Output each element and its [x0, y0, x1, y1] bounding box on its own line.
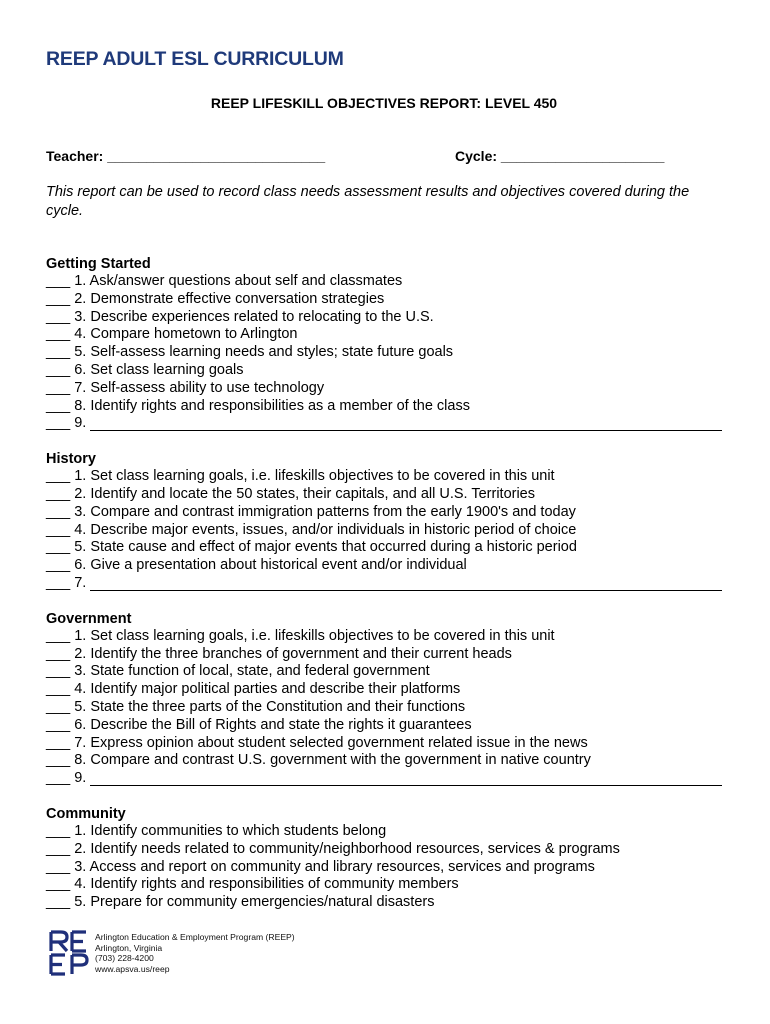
write-in-line[interactable] [90, 576, 722, 591]
objective-item[interactable] [46, 344, 722, 362]
checkoff-blank[interactable]: ___ [46, 858, 75, 875]
objective-text: 5. Prepare for community emergencies/natural disasters [74, 894, 435, 911]
section-community [46, 805, 722, 912]
blank-objective-item[interactable] [46, 415, 722, 433]
write-in-line[interactable] [90, 416, 722, 431]
section-government [46, 610, 722, 788]
section-title: History [46, 451, 96, 468]
objectives-sections [46, 255, 722, 929]
objective-item[interactable] [46, 681, 722, 699]
footer-website[interactable]: www.apsva.us/reep [95, 963, 170, 974]
checkoff-blank[interactable]: ___ [46, 734, 75, 751]
checkoff-blank[interactable]: ___ [46, 468, 75, 485]
checkoff-blank[interactable]: ___ [46, 574, 75, 591]
teacher-field[interactable]: Teacher: ____________________________ [46, 148, 326, 164]
checkoff-blank[interactable]: ___ [46, 539, 75, 556]
objective-text: 5. Self-assess learning needs and styles; state future goals [74, 344, 454, 361]
objective-text: 1. Set class learning goals, i.e. lifeskills objectives to be covered in this unit [74, 627, 555, 644]
objective-item[interactable] [46, 539, 722, 557]
report-subtitle: REEP LIFESKILL OBJECTIVES REPORT: LEVEL 450 [210, 95, 558, 111]
objective-text: 5. State the three parts of the Constitution and their functions [74, 698, 466, 715]
objective-item[interactable] [46, 735, 722, 753]
checkoff-blank[interactable]: ___ [46, 840, 75, 857]
checkoff-blank[interactable]: ___ [46, 326, 75, 343]
objective-item[interactable] [46, 717, 722, 735]
write-in-line[interactable] [90, 771, 722, 786]
blank-item-number: 9. [74, 415, 87, 432]
objective-text: 8. Identify rights and responsibilities as a member of the class [74, 397, 470, 414]
checkoff-blank[interactable]: ___ [46, 361, 75, 378]
objective-item[interactable] [46, 362, 722, 380]
objective-text: 1. Ask/answer questions about self and classmates [74, 273, 403, 289]
checkoff-blank[interactable]: ___ [46, 752, 75, 769]
footer-phone: (703) 228-4200 [95, 953, 154, 964]
objective-text: 7. Express opinion about student selected government related issue in the news [74, 734, 588, 751]
objective-item[interactable] [46, 309, 722, 327]
intro-text: This report can be used to record class needs assessment results and objectives covered during the cycle. [46, 184, 690, 219]
objective-item[interactable] [46, 486, 722, 504]
objective-item[interactable] [46, 291, 722, 309]
objective-text: 8. Compare and contrast U.S. government with the government in native country [74, 752, 591, 769]
objective-item[interactable] [46, 859, 722, 877]
objective-text: 3. Compare and contrast immigration patterns from the early 1900's and today [74, 503, 576, 520]
checkoff-blank[interactable]: ___ [46, 415, 75, 432]
checkoff-blank[interactable]: ___ [46, 503, 75, 520]
objective-item[interactable] [46, 663, 722, 681]
objective-text: 1. Set class learning goals, i.e. lifeskills objectives to be covered in this unit [74, 468, 555, 485]
objective-item[interactable] [46, 646, 722, 664]
objective-text: 3. State function of local, state, and federal government [74, 663, 430, 680]
objective-item[interactable] [46, 699, 722, 717]
checkoff-blank[interactable]: ___ [46, 485, 75, 502]
objective-item[interactable] [46, 752, 722, 770]
objective-text: 1. Identify communities to which students belong [74, 822, 387, 839]
blank-item-number: 9. [74, 770, 87, 787]
objective-item[interactable] [46, 876, 722, 894]
objective-item[interactable] [46, 504, 722, 522]
blank-objective-item[interactable] [46, 575, 722, 593]
footer-contact [95, 932, 295, 974]
checkoff-blank[interactable]: ___ [46, 344, 75, 361]
section-history [46, 450, 722, 593]
objective-item[interactable] [46, 628, 722, 646]
checkoff-blank[interactable]: ___ [46, 876, 75, 893]
objective-item[interactable] [46, 398, 722, 416]
footer-org: Arlington Education & Employment Program (REEP) [95, 932, 295, 942]
objective-text: 3. Access and report on community and library resources, services and programs [74, 858, 595, 875]
objective-text: 6. Set class learning goals [74, 361, 244, 378]
checkoff-blank[interactable]: ___ [46, 770, 75, 787]
checkoff-blank[interactable]: ___ [46, 681, 75, 698]
objective-item[interactable] [46, 326, 722, 344]
reep-logo [48, 930, 90, 976]
objective-item[interactable] [46, 468, 722, 486]
checkoff-blank[interactable]: ___ [46, 663, 75, 680]
checkoff-blank[interactable]: ___ [46, 308, 75, 325]
objective-text: 2. Identify needs related to community/neighborhood resources, services & programs [74, 840, 620, 857]
objective-text: 7. Self-assess ability to use technology [74, 379, 325, 396]
checkoff-blank[interactable]: ___ [46, 273, 75, 289]
checkoff-blank[interactable]: ___ [46, 557, 75, 574]
checkoff-blank[interactable]: ___ [46, 698, 75, 715]
objective-text: 5. State cause and effect of major events that occurred during a historic period [74, 539, 577, 556]
objective-text: 4. Describe major events, issues, and/or individuals in historic period of choice [74, 521, 577, 538]
section-getting-started [46, 255, 722, 433]
checkoff-blank[interactable]: ___ [46, 645, 75, 662]
section-title: Government [46, 610, 132, 627]
checkoff-blank[interactable]: ___ [46, 894, 75, 911]
footer [48, 930, 408, 978]
blank-item-number: 7. [74, 574, 87, 591]
blank-objective-item[interactable] [46, 770, 722, 788]
objective-item[interactable] [46, 894, 722, 912]
objective-text: 4. Identify major political parties and describe their platforms [74, 681, 461, 698]
checkoff-blank[interactable]: ___ [46, 521, 75, 538]
checkoff-blank[interactable]: ___ [46, 822, 75, 839]
objective-item[interactable] [46, 841, 722, 859]
page-title: REEP ADULT ESL CURRICULUM [46, 48, 344, 70]
section-title: Getting Started [46, 256, 151, 272]
objective-text: 4. Identify rights and responsibilities of community members [74, 876, 459, 893]
checkoff-blank[interactable]: ___ [46, 627, 75, 644]
checkoff-blank[interactable]: ___ [46, 716, 75, 733]
objective-text: 4. Compare hometown to Arlington [74, 326, 298, 343]
objective-item[interactable] [46, 823, 722, 841]
objective-item[interactable] [46, 522, 722, 540]
footer-location: Arlington, Virginia [95, 942, 163, 953]
cycle-field[interactable]: Cycle: _____________________ [455, 148, 665, 164]
objective-text: 3. Describe experiences related to relocating to the U.S. [74, 308, 434, 325]
objective-text: 2. Identify the three branches of government and their current heads [74, 645, 512, 662]
reep-logo-mark [51, 932, 87, 974]
checkoff-blank[interactable]: ___ [46, 379, 75, 396]
objective-item[interactable] [46, 273, 722, 291]
section-title: Community [46, 805, 126, 822]
objective-text: 6. Give a presentation about historical event and/or individual [74, 557, 467, 574]
objective-text: 6. Describe the Bill of Rights and state the rights it guarantees [74, 716, 472, 733]
objective-item[interactable] [46, 557, 722, 575]
objective-text: 2. Identify and locate the 50 states, their capitals, and all U.S. Territories [74, 485, 535, 502]
checkoff-blank[interactable]: ___ [46, 290, 75, 307]
objective-text: 2. Demonstrate effective conversation strategies [74, 290, 385, 307]
objective-item[interactable] [46, 380, 722, 398]
checkoff-blank[interactable]: ___ [46, 397, 75, 414]
